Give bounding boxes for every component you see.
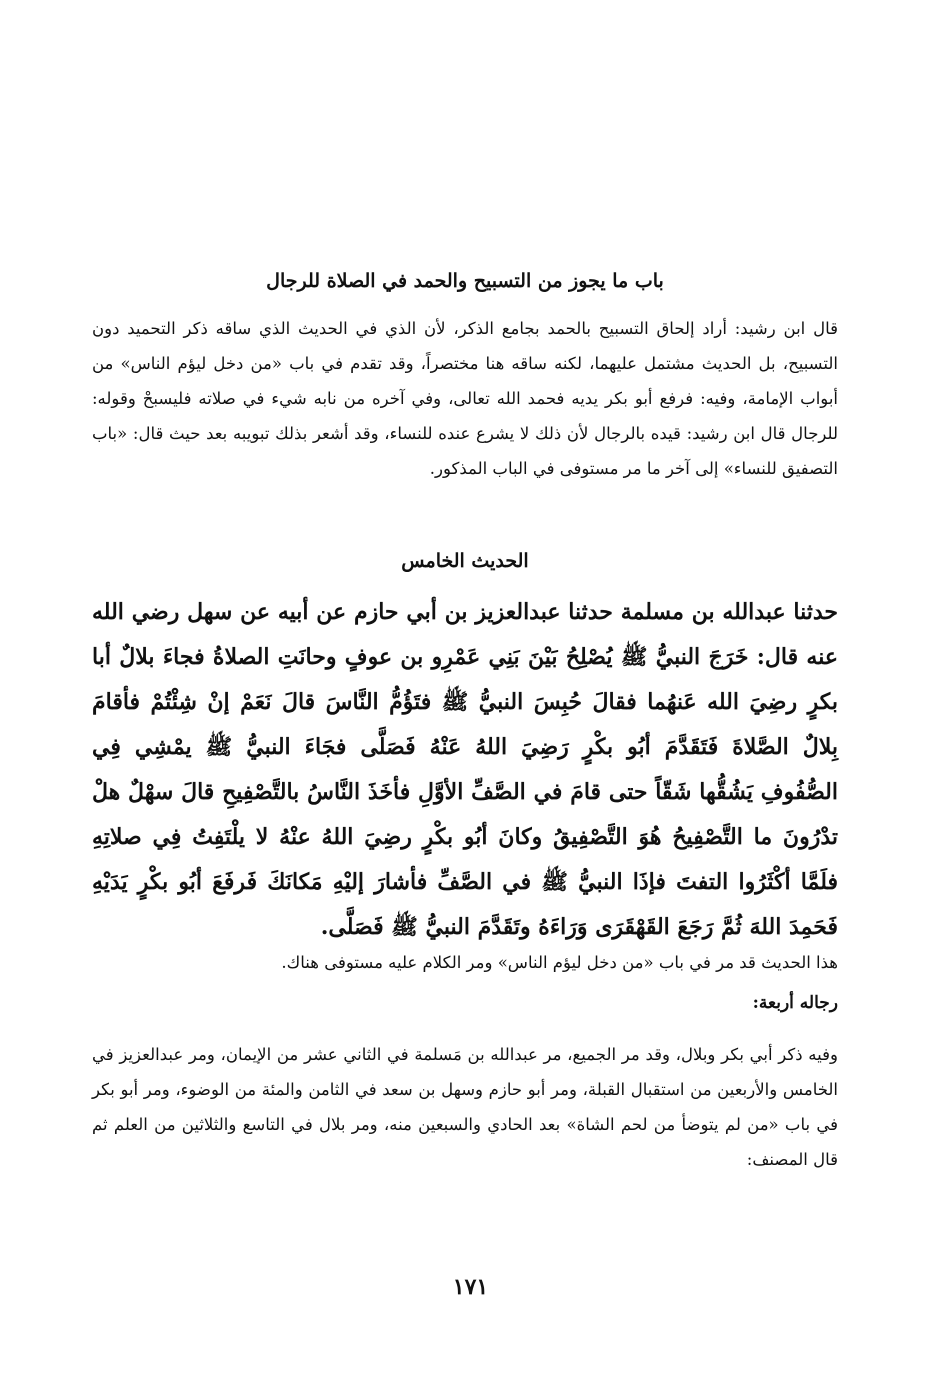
hadith-note: هذا الحديث قد مر في باب «من دخل ليؤم الناس» ومر الكلام عليه مستوفى هناك. bbox=[281, 953, 838, 972]
page-number: ١٧١ bbox=[452, 1274, 489, 1300]
hadith-text: حدثنا عبدالله بن مسلمة حدثنا عبدالعزيز بن أبي حازم عن أبيه عن سهل رضي الله عنه قال: خَرَجَ النبيُّ ﷺ يُصْلِحُ بَيْنَ بَنِي عَمْرِو بن عوفٍ وحانَتِ الصلاةُ فجاءَ بلالٌ أبا بكرٍ رضِيَ الله عَنهُما فقالَ حُبِسَ النبيُّ ﷺ فتَؤُمُّ النَّاسَ قالَ نَعَمْ إنْ شِئْتُمْ فأقامَ بِلالٌ الصَّلاةَ فَتَقَدَّمَ أبُو بكْرٍ رَضِيَ اللهُ عَنْهُ فَصَلَّى فجَاءَ النبيُّ ﷺ يمْشِي فِي الصُّفُوفِ يَشُقُّها شَقّاً حتى قامَ في الصَّفِّ الأوَّلِ فأخَذَ النَّاسُ بالتَّصْفِيحِ قالَ سهْلٌ هلْ تدْرُونَ ما التَّصْفِيحُ هُوَ التَّصْفِيقُ وكانَ أبُو بكْرٍ رضِيَ اللهُ عنْهُ لا يلْتَفِتُ فِي صلاتِهِ فلَمَّا أكْثَرُوا التفتَ فإذَا النبيُّ ﷺ في الصَّفِّ فأشارَ إليْهِ مَكانَكَ فَرفَعَ أبُو بكْرٍ يَدَيْهِ فَحَمِدَ اللهَ ثُمَّ رَجَعَ القَهْقَرَى وَرَاءَهُ وتَقَدَّمَ النبيُّ ﷺ فَصَلَّى. bbox=[92, 599, 838, 940]
hadith-title: الحديث الخامس bbox=[401, 550, 529, 572]
section-title: باب ما يجوز من التسبيح والحمد في الصلاة للرجال bbox=[266, 270, 664, 292]
intro-paragraph: قال ابن رشيد: أراد إلحاق التسبيح بالحمد بجامع الذكر، لأن الذي في الحديث الذي ساقه ذكر التحميد دون التسبيح، بل الحديث مشتمل عليهما، لكنه ساقه هنا مختصراً، وقد تقدم في باب «من دخل ليؤم الناس» من أبواب الإمامة، وفيه: فرفع أبو بكر يديه فحمد الله تعالى، وفي آخره من نابه شيء في صلاته فليسبحْ وقوله: للرجال قال ابن رشيد: قيده بالرجال لأن ذلك لا يشرع عنده للنساء، وقد أشعر بذلك تبويبه بعد حيث قال: «باب التصفيق للنساء» إلى آخر ما مر مستوفى في الباب المذكور. bbox=[92, 319, 838, 478]
narrators-heading: رجاله أربعة: bbox=[752, 993, 838, 1013]
narrators-paragraph: وفيه ذكر أبي بكر وبلال، وقد مر الجميع، مر عبدالله بن مَسلمة في الثاني عشر من الإيمان، ومر عبدالعزيز في الخامس والأربعين من استقبال القبلة، ومر أبو حازم وسهل بن سعد في الثامن والمئة من الوضوء، ومر أبو بكر في باب «من لم يتوضأ من لحم الشاة» بعد الحادي والسبعين منه، ومر بلال في التاسع والثلاثين من العلم ثم قال المصنف: bbox=[92, 1045, 838, 1169]
